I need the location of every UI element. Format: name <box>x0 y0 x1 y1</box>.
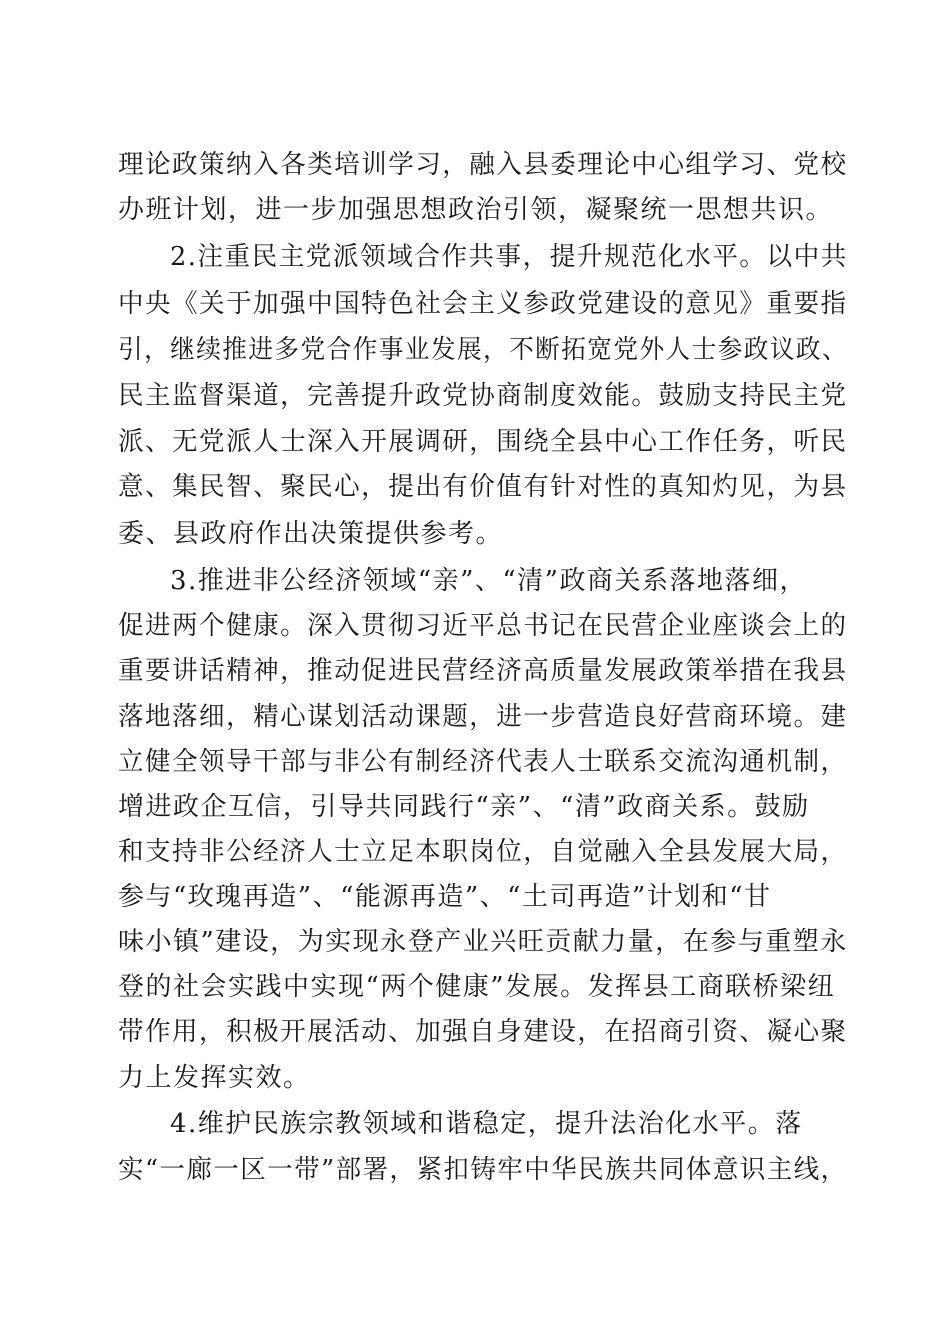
text-line: 委、县政府作出决策提供参考。 <box>118 519 504 549</box>
text-line: 登的社会实践中实现“两个健康”发展。发挥县工商联桥梁纽 <box>118 972 836 1002</box>
text-line: 力上发挥实效。 <box>118 1063 311 1093</box>
text-line: 引，继续推进多党合作事业发展，不断拓宽党外人士参政议政、 <box>118 335 849 365</box>
text-line: 参与“玫瑰再造”、“能源再造”、“土司再造”计划和“甘 <box>118 882 772 912</box>
paragraph-2-heading-line: 2.注重民主党派领域合作共事，提升规范化水平。以中共 <box>170 242 848 272</box>
text-line: 理论政策纳入各类培训学习，融入县委理论中心组学习、党校 <box>118 150 848 180</box>
text-line: 增进政企互信，引导共同践行“亲”、“清”政商关系。鼓励 <box>118 792 810 822</box>
text-line: 和支持非公经济人士立足本职岗位，自觉融入全县发展大局， <box>118 837 848 867</box>
text-line: 促进两个健康。深入贯彻习近平总书记在民营企业座谈会上的 <box>118 611 848 641</box>
text-line: 派、无党派人士深入开展调研，围绕全县中心工作任务，听民 <box>118 427 848 457</box>
text-line: 中央《关于加强中国特色社会主义参政党建设的意见》重要指 <box>118 289 848 319</box>
paragraph-3-heading-line: 3.推进非公经济领域“亲”、“清”政商关系落地落细， <box>170 566 807 596</box>
text-line: 意、集民智、聚民心，提出有价值有针对性的真知灼见，为县 <box>118 472 848 502</box>
text-line: 落地落细，精心谋划活动课题，进一步营造良好营商环境。建 <box>118 702 848 732</box>
text-line: 带作用，积极开展活动、加强自身建设，在招商引资、凝心聚 <box>118 1017 848 1047</box>
text-line: 重要讲话精神，推动促进民营经济高质量发展政策举措在我县 <box>118 656 848 686</box>
text-line: 味小镇”建设，为实现永登产业兴旺贡献力量，在参与重塑永 <box>118 927 848 957</box>
text-line: 立健全领导干部与非公有制经济代表人士联系交流沟通机制， <box>118 747 848 777</box>
text-line: 办班计划，进一步加强思想政治引领，凝聚统一思想共识。 <box>118 195 834 225</box>
paragraph-4-heading-line: 4.维护民族宗教领域和谐稳定，提升法治化水平。落 <box>170 1109 803 1139</box>
text-line: 民主监督渠道，完善提升政党协商制度效能。鼓励支持民主党 <box>118 381 848 411</box>
text-line: 实“一廊一区一带”部署，紧扣铸牢中华民族共同体意识主线， <box>118 1155 848 1185</box>
